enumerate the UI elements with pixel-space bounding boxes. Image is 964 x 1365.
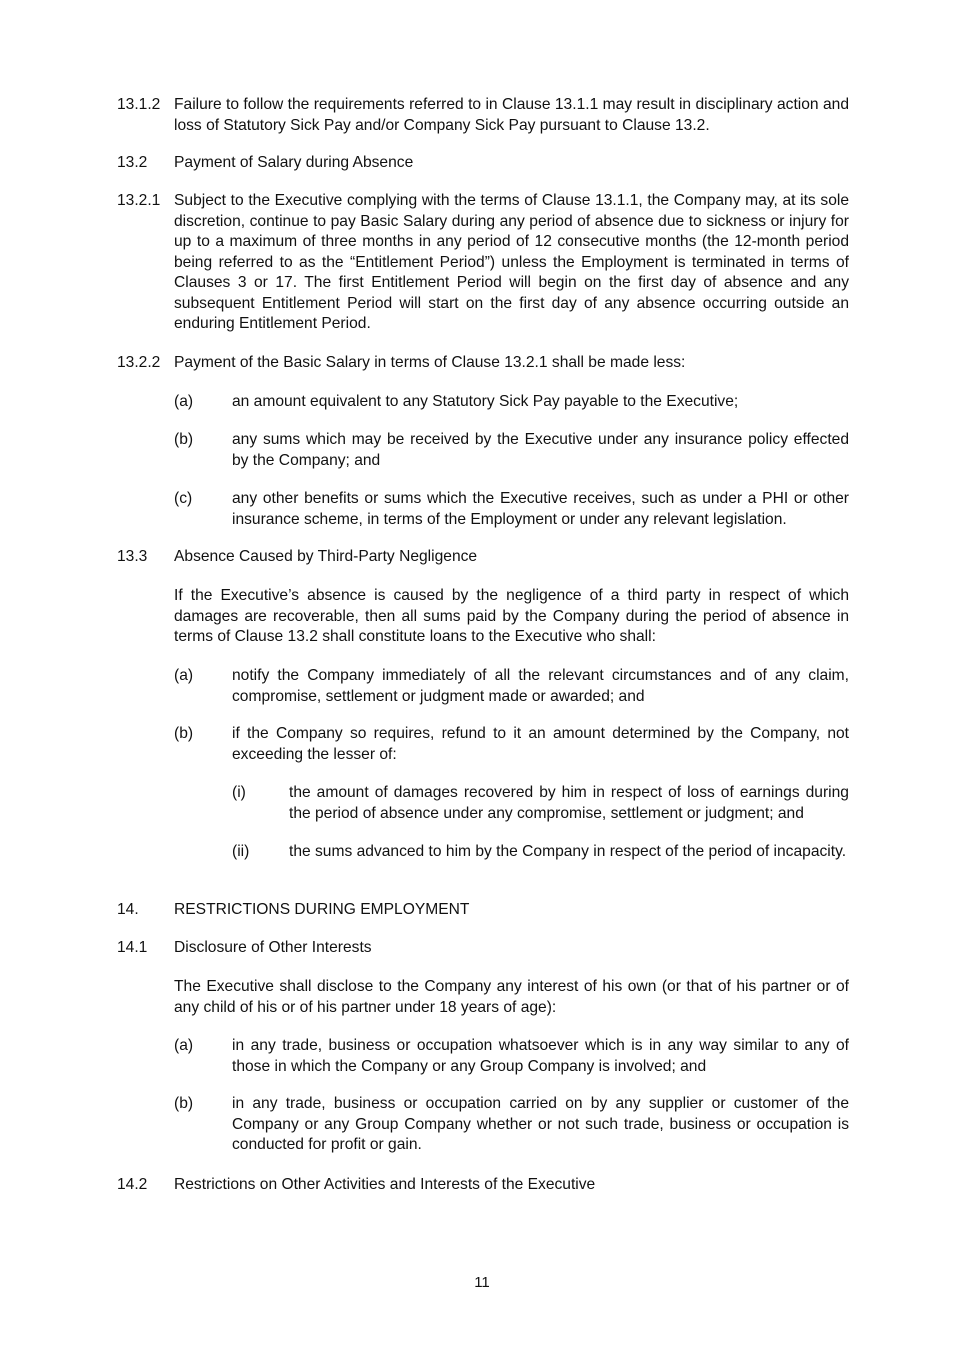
clause-number: 13.3 (117, 548, 148, 565)
section-heading: Disclosure of Other Interests (174, 939, 372, 956)
clause-number: 14. (117, 901, 139, 918)
list-marker: (b) (174, 431, 194, 448)
clause-number: 13.2 (117, 154, 148, 171)
list-item-text: any other benefits or sums which the Executive receives, such as under a PHI or other insurance scheme, in terms of the Employment or under any relevant legislation. (232, 490, 849, 528)
list-marker: (ii) (232, 843, 250, 860)
list-item-text: any sums which may be received by the Executive under any insurance policy effected by the Company; and (232, 431, 849, 469)
list-item-text: in any trade, business or occupation carried on by any supplier or customer of the Company or any Group Company whether or not such trade, business or occupation is conducted for profit or gain. (232, 1095, 849, 1153)
clause-number: 13.2.2 (117, 354, 161, 371)
list-item-text: if the Company so requires, refund to it an amount determined by the Company, not exceeding the lesser of: (232, 725, 849, 763)
list-item-text: the sums advanced to him by the Company in respect of the period of incapacity. (289, 843, 847, 860)
paragraph-text: The Executive shall disclose to the Company any interest of his own (or that of his partner or of any child of his or of his partner under 18 years of age): (174, 978, 849, 1016)
clause-number: 14.1 (117, 939, 148, 956)
section-heading: RESTRICTIONS DURING EMPLOYMENT (174, 901, 470, 918)
list-marker: (a) (174, 667, 194, 684)
list-item-text: an amount equivalent to any Statutory Sick Pay payable to the Executive; (232, 393, 739, 410)
page-number: 11 (474, 1274, 490, 1291)
clause-text: Payment of the Basic Salary in terms of Clause 13.2.1 shall be made less: (174, 354, 686, 371)
clause-number: 14.2 (117, 1176, 148, 1193)
list-marker: (i) (232, 784, 246, 801)
list-marker: (b) (174, 1095, 194, 1112)
list-marker: (b) (174, 725, 194, 742)
section-heading: Payment of Salary during Absence (174, 154, 414, 171)
clause-number: 13.1.2 (117, 96, 161, 113)
section-heading: Restrictions on Other Activities and Interests of the Executive (174, 1176, 596, 1193)
list-marker: (a) (174, 393, 194, 410)
clause-text: Failure to follow the requirements referred to in Clause 13.1.1 may result in disciplinary action and loss of Statutory Sick Pay and/or Company Sick Pay pursuant to Clause 13.2. (174, 96, 849, 134)
list-marker: (c) (174, 490, 193, 507)
list-item-text: in any trade, business or occupation whatsoever which is in any way similar to any of those in which the Company or any Group Company is involved; and (232, 1037, 849, 1075)
list-marker: (a) (174, 1037, 194, 1054)
clause-number: 13.2.1 (117, 192, 161, 209)
clause-text: Subject to the Executive complying with the terms of Clause 13.1.1, the Company may, at its sole discretion, continue to pay Basic Salary during any period of absence due to sickness or injury for up to a maximum of three months in any period of 12 consecutive months (the 12-month period being referred to as the “Entitlement Period”) unless the Employment is terminated in terms of Clauses 3 or 17. The first Entitlement Period will begin on the first day of absence and any subsequent Entitlement Period will start on the first day of any absence occurring outside an enduring Entitlement Period. (174, 192, 849, 332)
section-heading: Absence Caused by Third-Party Negligence (174, 548, 478, 565)
paragraph-text: If the Executive’s absence is caused by the negligence of a third party in respect of which damages are recoverable, then all sums paid by the Company during the period of absence in terms of Clause 13.2 shall constitute loans to the Executive who shall: (174, 587, 849, 645)
list-item-text: notify the Company immediately of all the relevant circumstances and of any claim, compromise, settlement or judgment made or awarded; and (232, 667, 849, 705)
list-item-text: the amount of damages recovered by him in respect of loss of earnings during the period of absence under any compromise, settlement or judgment; and (289, 784, 849, 822)
